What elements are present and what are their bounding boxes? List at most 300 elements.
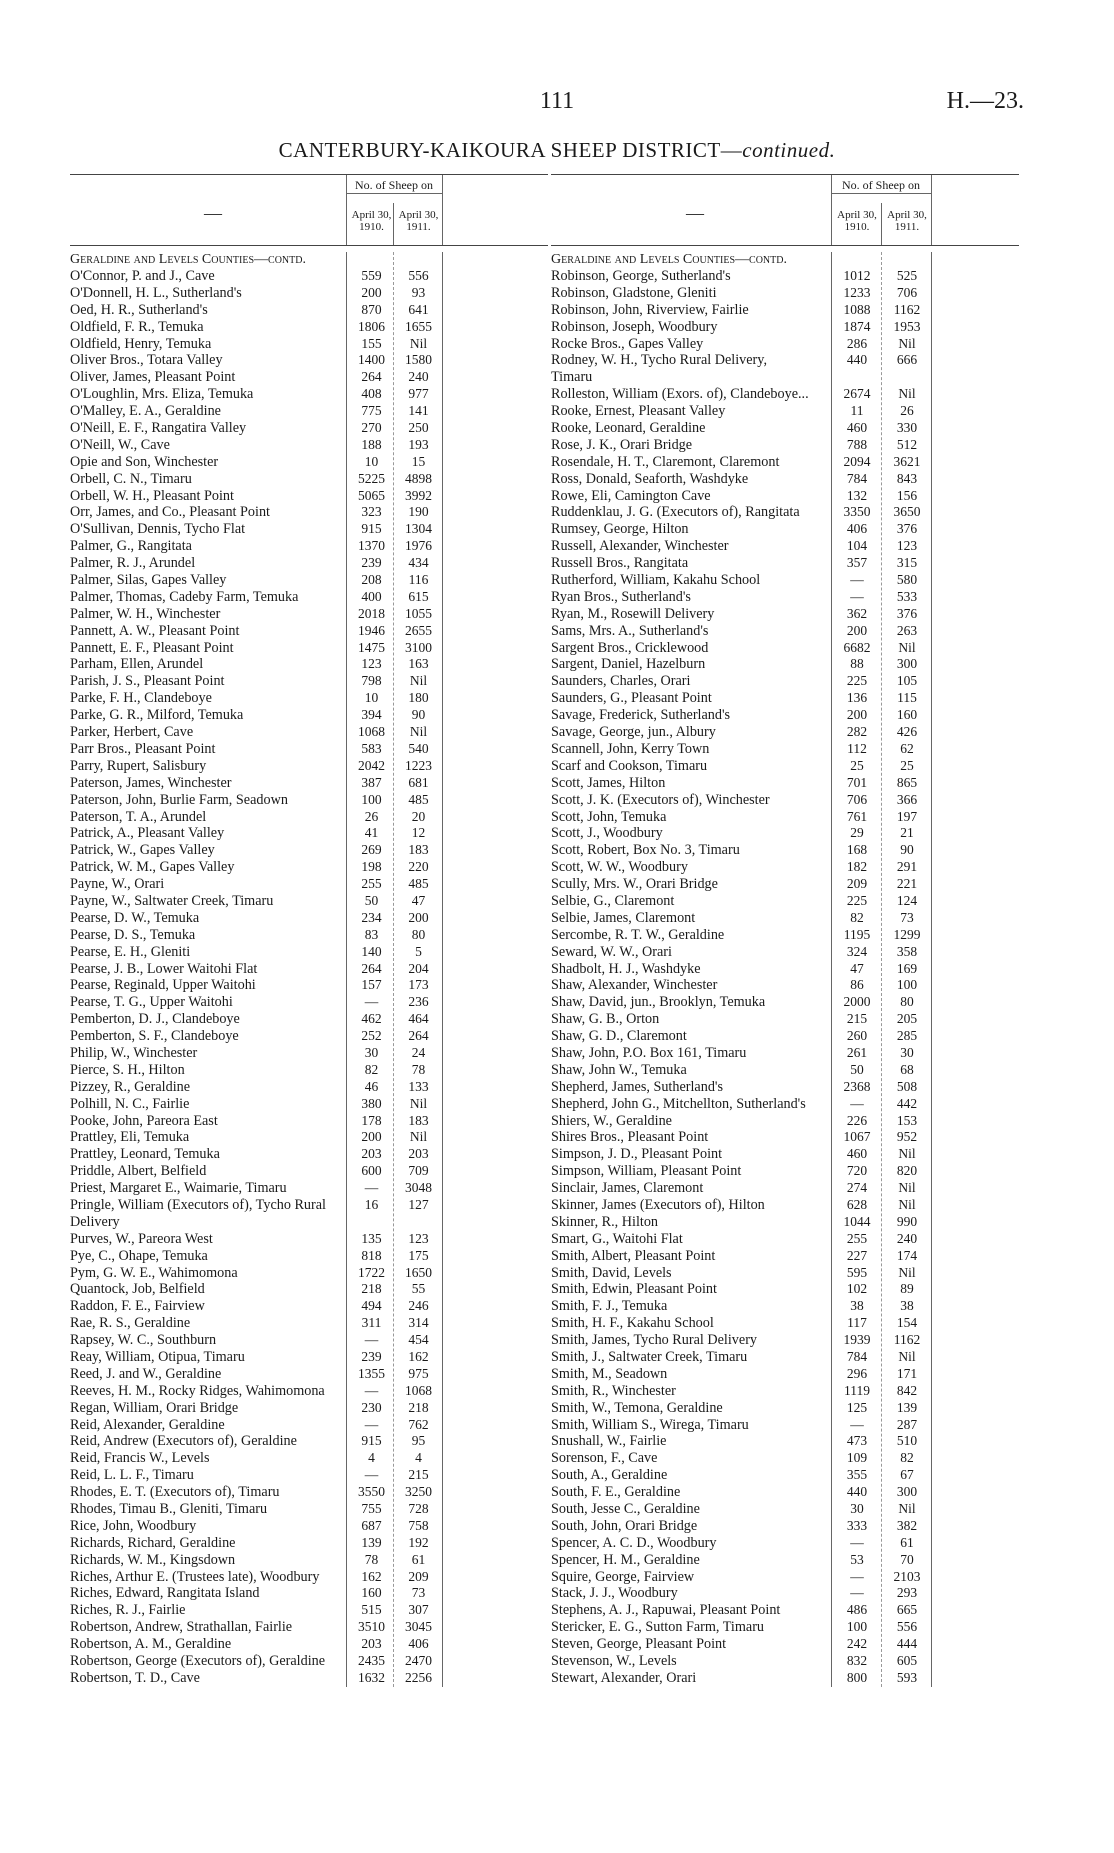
- table-row: [551, 1214, 1019, 1231]
- sheep-1911: 90: [411, 707, 426, 723]
- owner-name: Prattley, Leonard, Temuka: [70, 1146, 220, 1163]
- right-header-y1-year: 1910.: [844, 221, 870, 233]
- owner-name: Smith, Edwin, Pleasant Point: [551, 1281, 717, 1298]
- table-row: [70, 471, 548, 488]
- sheep-1911: 2256: [405, 1669, 432, 1685]
- sheep-1911: 615: [408, 588, 429, 604]
- table-row: [551, 538, 1019, 555]
- owner-name: Oed, H. R., Sutherland's: [70, 301, 208, 318]
- owner-name: Sargent Bros., Cricklewood: [551, 639, 709, 656]
- owner-name: Patrick, W., Gapes Valley: [70, 842, 215, 859]
- sheep-1911: 540: [408, 740, 429, 756]
- sheep-1910: 270: [361, 420, 382, 436]
- sheep-1910: 460: [846, 1146, 868, 1162]
- sheep-1910: 440: [846, 352, 868, 368]
- sheep-1910: 255: [361, 876, 382, 892]
- owner-name: Ross, Donald, Seaforth, Washdyke: [551, 470, 749, 487]
- left-header-rule-2: [442, 175, 443, 245]
- sheep-1911: 115: [897, 690, 917, 706]
- sheep-1911: Nil: [898, 1196, 916, 1212]
- owner-name: Savage, Frederick, Sutherland's: [551, 707, 731, 724]
- sheep-1910: 29: [850, 825, 864, 841]
- sheep-1910: 5225: [358, 470, 385, 486]
- sheep-1910: 775: [361, 403, 382, 419]
- owner-name: Pye, C., Ohape, Temuka: [70, 1247, 208, 1264]
- owner-name: Delivery: [70, 1213, 120, 1230]
- sheep-1911: 977: [408, 386, 429, 402]
- sheep-1911: 73: [411, 1585, 426, 1601]
- table-row: [551, 910, 1019, 927]
- owner-name: Rocke Bros., Gapes Valley: [551, 335, 704, 352]
- left-header-rule-1: [393, 203, 394, 245]
- owner-name: Palmer, Thomas, Cadeby Farm, Temuka: [70, 588, 299, 605]
- sheep-1910: 83: [364, 926, 379, 942]
- sheep-1910: 200: [846, 622, 868, 638]
- sheep-1910: 406: [846, 521, 868, 537]
- sheep-1910: 761: [846, 808, 868, 824]
- table-row: [70, 1062, 548, 1079]
- owner-name: Sams, Mrs. A., Sutherland's: [551, 622, 709, 639]
- table-row: [551, 640, 1019, 657]
- left-header-y2-date: April 30,: [398, 209, 439, 221]
- sheep-1910: 357: [846, 555, 868, 571]
- owner-name: Scott, J. K. (Executors of), Winchester: [551, 791, 770, 808]
- table-row: [70, 656, 548, 673]
- owner-name: Parke, F. H., Clandeboye: [70, 690, 212, 707]
- table-row: [551, 369, 1019, 386]
- sheep-1911: 162: [408, 1349, 429, 1364]
- owner-name: Paterson, James, Winchester: [70, 774, 232, 791]
- sheep-1911: 315: [896, 555, 918, 571]
- sheep-1910: —: [850, 1095, 864, 1111]
- sheep-1910: 282: [846, 724, 868, 740]
- sheep-1910: 1195: [843, 926, 871, 942]
- left-column: [70, 174, 548, 1687]
- table-row: [551, 285, 1019, 302]
- sheep-1911: 127: [408, 1196, 429, 1212]
- table-row: [551, 1146, 1019, 1163]
- sheep-1911: 556: [408, 268, 429, 283]
- sheep-1911: 426: [896, 724, 918, 740]
- owner-name: Ryan Bros., Sutherland's: [551, 588, 691, 605]
- table-row: [551, 1079, 1019, 1096]
- sheep-1910: 260: [846, 1028, 868, 1044]
- table-row: [70, 555, 548, 572]
- sheep-1911: 3250: [405, 1484, 432, 1500]
- sheep-1910: 102: [846, 1281, 868, 1297]
- owner-name: Palmer, Silas, Gapes Valley: [70, 572, 227, 589]
- table-row: [551, 673, 1019, 690]
- sheep-1911: 250: [408, 420, 429, 436]
- owner-name: Rapsey, W. C., Southburn: [70, 1332, 217, 1349]
- sheep-1910: —: [364, 1382, 379, 1398]
- sheep-1910: 1632: [358, 1669, 385, 1685]
- sheep-1911: 133: [408, 1078, 429, 1094]
- owner-name: Smith, H. F., Kakahu School: [551, 1315, 714, 1332]
- table-row: [70, 1011, 548, 1028]
- table-row: [70, 1670, 548, 1687]
- table-row: [551, 994, 1019, 1011]
- table-row: [70, 1450, 548, 1467]
- sheep-1910: 324: [846, 943, 868, 959]
- owner-name: Smith, W., Temona, Geraldine: [551, 1399, 723, 1416]
- owner-name: South, F. E., Geraldine: [551, 1484, 681, 1501]
- sheep-1911: 93: [411, 284, 426, 300]
- sheep-1910: 870: [361, 301, 382, 317]
- owner-name: Pearse, D. S., Temuka: [70, 926, 196, 943]
- sheep-1910: 1044: [843, 1213, 871, 1229]
- sheep-1911: 197: [896, 808, 918, 824]
- owner-name: Rodney, W. H., Tycho Rural Delivery,: [551, 352, 767, 369]
- table-row: [70, 775, 548, 792]
- owner-name: Orbell, W. H., Pleasant Point: [70, 487, 234, 504]
- owner-name: Patrick, W. M., Gapes Valley: [70, 859, 235, 876]
- table-row: [551, 741, 1019, 758]
- table-row: [70, 876, 548, 893]
- owner-name: Selbie, James, Claremont: [551, 909, 696, 926]
- owner-name: Reid, L. L. F., Timaru: [70, 1467, 194, 1484]
- sheep-1910: 915: [361, 1433, 382, 1449]
- owner-name: Savage, George, jun., Albury: [551, 724, 716, 741]
- owner-name: Shepherd, James, Sutherland's: [551, 1078, 723, 1095]
- owner-name: Spencer, H. M., Geraldine: [551, 1551, 700, 1568]
- sheep-1910: 784: [846, 470, 868, 486]
- right-column-body: [551, 252, 1019, 1687]
- table-row: [70, 285, 548, 302]
- sheep-1911: 169: [896, 960, 918, 976]
- table-row: [70, 488, 548, 505]
- table-row: [70, 1467, 548, 1484]
- left-header-no-of-sheep: No. of Sheep on: [346, 178, 442, 194]
- owner-name: Priddle, Albert, Belfield: [70, 1163, 207, 1180]
- sheep-1911: 82: [900, 1450, 914, 1466]
- sheep-1910: 239: [361, 555, 382, 571]
- table-row: [70, 1146, 548, 1163]
- owner-name: Rowe, Eli, Camington Cave: [551, 487, 711, 504]
- sheep-1911: 220: [408, 859, 429, 875]
- owner-name: Robinson, George, Sutherland's: [551, 268, 731, 284]
- sheep-1911: 171: [896, 1365, 918, 1381]
- sheep-1910: 30: [850, 1501, 864, 1517]
- right-column-header: [551, 174, 1019, 246]
- sheep-1911: 173: [408, 977, 429, 993]
- sheep-1911: 209: [408, 1568, 429, 1584]
- sheep-1910: 706: [846, 791, 868, 807]
- owner-name: South, John, Orari Bridge: [551, 1517, 698, 1534]
- sheep-1910: 486: [846, 1602, 868, 1618]
- table-row: [551, 775, 1019, 792]
- sheep-1910: 3350: [843, 504, 871, 520]
- table-row: [70, 302, 548, 319]
- owner-name: Rae, R. S., Geraldine: [70, 1315, 191, 1332]
- table-row: [70, 1383, 548, 1400]
- sheep-1910: 1400: [358, 352, 385, 368]
- sheep-1911: 180: [408, 690, 429, 706]
- sheep-1911: 842: [896, 1382, 918, 1398]
- table-row: [70, 386, 548, 403]
- table-row: [551, 319, 1019, 336]
- right-header-rule-0: [831, 175, 832, 245]
- sheep-1911: 605: [896, 1653, 918, 1669]
- table-row: [551, 1011, 1019, 1028]
- sheep-1910: 473: [846, 1433, 868, 1449]
- sheep-1911: 464: [408, 1011, 429, 1027]
- sheep-1910: —: [364, 1467, 379, 1483]
- sheep-1910: 362: [846, 605, 868, 621]
- table-row: [551, 504, 1019, 521]
- sheep-1911: 1953: [893, 318, 921, 334]
- table-row: [70, 454, 548, 471]
- table-row: [551, 707, 1019, 724]
- table-row: [551, 471, 1019, 488]
- owner-name: Spencer, A. C. D., Woodbury: [551, 1534, 717, 1551]
- sheep-1910: 198: [361, 859, 382, 875]
- sheep-1911: 80: [900, 994, 914, 1010]
- sheep-1910: 2435: [358, 1653, 385, 1669]
- owner-name: Riches, Edward, Rangitata Island: [70, 1585, 260, 1602]
- table-row: [551, 825, 1019, 842]
- table-row: [551, 859, 1019, 876]
- sheep-1910: 440: [846, 1484, 868, 1500]
- sheep-1910: 140: [361, 943, 382, 959]
- owner-name: Payne, W., Orari: [70, 876, 165, 893]
- sheep-1911: 61: [411, 1551, 426, 1567]
- table-row: [551, 1349, 1019, 1366]
- table-row: [70, 1096, 548, 1113]
- sheep-1910: 136: [846, 690, 868, 706]
- sheep-1911: 89: [900, 1281, 914, 1297]
- sheep-1910: 3550: [358, 1484, 385, 1500]
- owner-name: O'Neill, W., Cave: [70, 436, 170, 453]
- sheep-1910: 1012: [843, 268, 871, 283]
- sheep-1911: 193: [408, 436, 429, 452]
- table-row: [551, 656, 1019, 673]
- sheep-1911: 4: [415, 1450, 422, 1466]
- sheep-1910: 394: [361, 707, 382, 723]
- sheep-1911: 190: [408, 504, 429, 520]
- page-title: [0, 138, 1114, 163]
- sheep-1911: 70: [900, 1551, 914, 1567]
- owner-name: Shaw, G. D., Claremont: [551, 1028, 687, 1045]
- table-row: [551, 927, 1019, 944]
- sheep-1911: Nil: [898, 639, 916, 655]
- sheep-1911: 175: [408, 1247, 429, 1263]
- owner-name: Sinclair, James, Claremont: [551, 1180, 704, 1197]
- sheep-1911: 240: [408, 369, 429, 385]
- table-row: [551, 1197, 1019, 1214]
- owner-name: O'Sullivan, Dennis, Tycho Flat: [70, 521, 246, 538]
- table-row: [70, 741, 548, 758]
- owner-name: Patrick, A., Pleasant Valley: [70, 825, 225, 842]
- sheep-1911: 264: [408, 1028, 429, 1044]
- table-row: [551, 1248, 1019, 1265]
- table-row: [70, 1653, 548, 1670]
- table-row: [551, 1535, 1019, 1552]
- table-row: [70, 403, 548, 420]
- owner-name: Pooke, John, Pareora East: [70, 1112, 218, 1129]
- owner-name: South, Jesse C., Geraldine: [551, 1501, 700, 1518]
- table-row: [70, 352, 548, 369]
- sheep-1911: 580: [896, 572, 918, 588]
- sheep-1911: Nil: [898, 1349, 916, 1364]
- sheep-1911: 485: [408, 876, 429, 892]
- sheep-1911: 406: [408, 1636, 429, 1652]
- owner-name: Parry, Rupert, Salisbury: [70, 757, 207, 774]
- owner-name: Scott, W. W., Woodbury: [551, 859, 688, 876]
- owner-name: Smith, M., Seadown: [551, 1365, 668, 1382]
- sheep-1911: 183: [408, 1112, 429, 1128]
- sheep-1911: 221: [896, 876, 918, 892]
- sheep-1910: —: [364, 1180, 379, 1196]
- owner-name: Sercombe, R. T. W., Geraldine: [551, 926, 725, 943]
- owner-name: Payne, W., Saltwater Creek, Timaru: [70, 892, 274, 909]
- owner-name: Rutherford, William, Kakahu School: [551, 572, 761, 589]
- sheep-1911: 525: [896, 268, 918, 283]
- right-header-y1: [833, 209, 881, 233]
- sheep-1911: Nil: [409, 1095, 428, 1111]
- sheep-1911: 330: [896, 420, 918, 436]
- table-row: [70, 336, 548, 353]
- owner-name: Richards, Richard, Geraldine: [70, 1534, 236, 1551]
- sheep-1911: 200: [408, 909, 429, 925]
- sheep-1910: —: [850, 1568, 864, 1584]
- sheep-1911: 160: [896, 707, 918, 723]
- table-row: [70, 1349, 548, 1366]
- table-row: [70, 369, 548, 386]
- owner-name: Prattley, Eli, Temuka: [70, 1129, 190, 1146]
- sheep-1910: 1088: [843, 301, 871, 317]
- sheep-1911: 24: [411, 1044, 426, 1060]
- sheep-1910: 286: [846, 335, 868, 351]
- sheep-1911: 442: [896, 1095, 918, 1111]
- left-header-y1-year: 1910.: [359, 221, 384, 233]
- page-number: 111: [539, 88, 575, 114]
- table-row: [551, 1484, 1019, 1501]
- table-row: [70, 893, 548, 910]
- sheep-1910: 104: [846, 538, 868, 554]
- owner-name: Smith, R., Winchester: [551, 1382, 676, 1399]
- owner-name: Reid, Alexander, Geraldine: [70, 1416, 225, 1433]
- sheep-1910: 182: [846, 859, 868, 875]
- table-row: [551, 724, 1019, 741]
- sheep-1910: 261: [846, 1044, 868, 1060]
- sheep-1911: 3650: [893, 504, 921, 520]
- table-row: [70, 1433, 548, 1450]
- right-header-y2-date: April 30,: [887, 209, 927, 221]
- sheep-1911: 758: [408, 1517, 429, 1533]
- sheep-1911: 105: [896, 673, 918, 689]
- owner-name: Smart, G., Waitohi Flat: [551, 1230, 683, 1247]
- sheep-1911: 287: [896, 1416, 918, 1432]
- sheep-1910: 25: [850, 757, 864, 773]
- table-row: [551, 1433, 1019, 1450]
- owner-name: Riches, Arthur E. (Trustees late), Woodbury: [70, 1568, 320, 1585]
- table-row: [70, 1518, 548, 1535]
- table-row: [70, 1484, 548, 1501]
- owner-name: Shires Bros., Pleasant Point: [551, 1129, 709, 1146]
- owner-name: Stephens, A. J., Rapuwai, Pleasant Point: [551, 1602, 781, 1619]
- owner-name: Rice, John, Woodbury: [70, 1517, 197, 1534]
- table-row: [70, 961, 548, 978]
- owner-name: Stack, J. J., Woodbury: [551, 1585, 678, 1602]
- sheep-1910: 46: [364, 1078, 379, 1094]
- sheep-1910: 215: [846, 1011, 868, 1027]
- owner-name: Pearse, T. G., Upper Waitohi: [70, 994, 233, 1011]
- sheep-1911: 975: [408, 1365, 429, 1381]
- sheep-1911: 90: [900, 842, 914, 858]
- table-row: [551, 555, 1019, 572]
- owner-name: Saunders, Charles, Orari: [551, 673, 691, 690]
- owner-name: Robertson, George (Executors of), Geraldine: [70, 1653, 326, 1670]
- owner-name: Smith, J., Saltwater Creek, Timaru: [551, 1349, 748, 1365]
- sheep-1911: 3992: [405, 487, 432, 503]
- sheep-1911: 510: [896, 1433, 918, 1449]
- sheep-1910: 4: [368, 1450, 375, 1466]
- sheep-1911: Nil: [898, 1501, 916, 1517]
- sheep-1911: 709: [408, 1163, 429, 1179]
- owner-name: Parr Bros., Pleasant Point: [70, 740, 216, 757]
- sheep-1911: 205: [896, 1011, 918, 1027]
- owner-name: Scott, J., Woodbury: [551, 825, 663, 842]
- sheep-1911: 434: [408, 555, 429, 571]
- sheep-1910: 139: [361, 1534, 382, 1550]
- sheep-1910: —: [850, 1585, 864, 1601]
- sheep-1911: Nil: [898, 335, 916, 351]
- sheep-1910: —: [850, 588, 864, 604]
- owner-name: Rolleston, William (Exors. of), Clandeboye...: [551, 386, 809, 403]
- sheep-1910: 2094: [843, 453, 871, 469]
- sheep-1910: 160: [361, 1585, 382, 1601]
- owner-name: Pierce, S. H., Hilton: [70, 1061, 185, 1078]
- right-header-dash: —: [686, 203, 704, 223]
- sheep-1910: 333: [846, 1517, 868, 1533]
- table-row: [70, 1535, 548, 1552]
- table-row: [70, 319, 548, 336]
- table-row: [551, 1383, 1019, 1400]
- sheep-1910: 2674: [843, 386, 871, 402]
- sheep-1910: 225: [846, 892, 868, 908]
- owner-name: Paterson, T. A., Arundel: [70, 808, 207, 825]
- sheep-1911: 55: [411, 1281, 426, 1297]
- sheep-1910: 323: [361, 504, 382, 520]
- sheep-1910: 595: [846, 1264, 868, 1280]
- sheep-1911: 291: [896, 859, 918, 875]
- sheep-1910: 50: [850, 1061, 864, 1077]
- sheep-1911: 706: [896, 284, 918, 300]
- table-row: [551, 1231, 1019, 1248]
- sheep-1910: 218: [361, 1281, 382, 1297]
- sheep-1910: 38: [850, 1298, 864, 1314]
- sheep-1910: 6682: [843, 639, 871, 655]
- owner-name: Seward, W. W., Orari: [551, 943, 672, 960]
- owner-name: Palmer, W. H., Winchester: [70, 605, 221, 622]
- table-row: [70, 1636, 548, 1653]
- owner-name: Scott, John, Temuka: [551, 808, 667, 825]
- sheep-1910: 135: [361, 1230, 382, 1246]
- sheep-1911: 139: [896, 1399, 918, 1415]
- sheep-1911: 62: [900, 740, 914, 756]
- sheep-1911: 485: [408, 791, 429, 807]
- sheep-1910: 132: [846, 487, 868, 503]
- table-row: [551, 488, 1019, 505]
- sheep-1911: 38: [900, 1298, 914, 1314]
- owner-name: O'Loughlin, Mrs. Eliza, Temuka: [70, 386, 254, 403]
- owner-name: Orr, James, and Co., Pleasant Point: [70, 504, 271, 521]
- table-row: [551, 572, 1019, 589]
- sheep-1910: 117: [847, 1315, 867, 1331]
- sheep-1911: 156: [896, 487, 918, 503]
- owner-name: Palmer, R. J., Arundel: [70, 555, 196, 572]
